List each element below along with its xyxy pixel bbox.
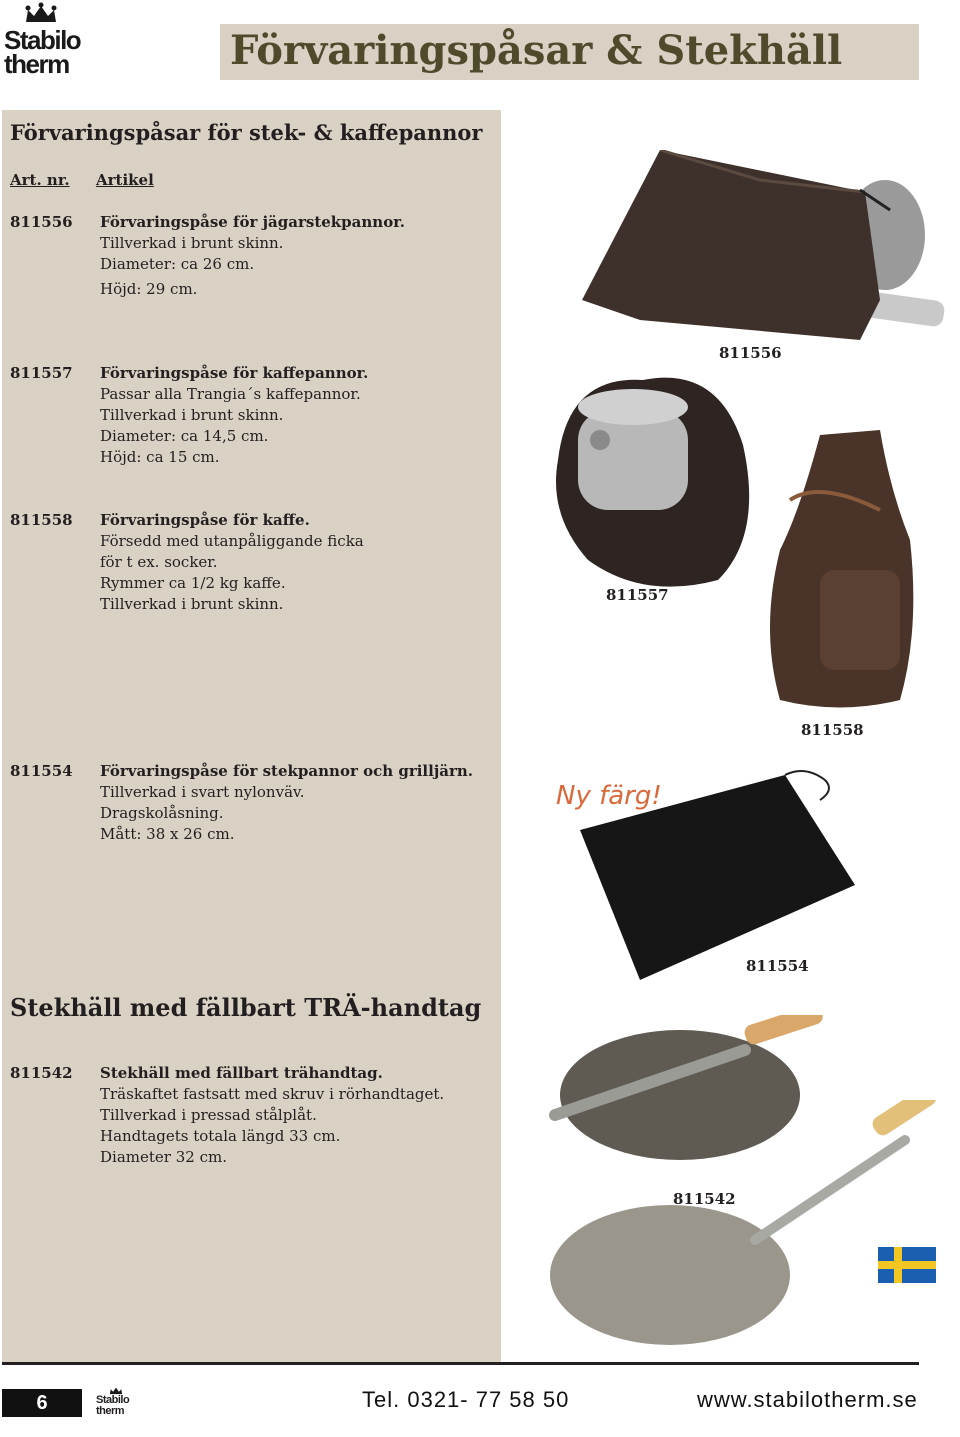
footer-phone: Tel. 0321- 77 58 50 xyxy=(362,1387,570,1412)
crown-icon xyxy=(24,2,58,24)
column-header-item: Artikel xyxy=(96,171,154,189)
page-title: Förvaringspåsar & Stekhäll xyxy=(230,27,843,74)
caption-811557: 811557 xyxy=(606,586,669,604)
art-number: 811556 xyxy=(10,213,73,231)
brand-logo xyxy=(2,2,82,82)
swedish-flag-icon xyxy=(878,1247,936,1283)
item-description: Förvaringspåse för kaffepannor. Passar alla Trangia´s kaffepannor. Tillverkad i brunt skinn. Diameter: ca 14,5 cm. Höjd: ca 15 cm. xyxy=(100,364,369,466)
product-image-811558 xyxy=(760,430,920,715)
page-number: 6 xyxy=(36,1392,48,1414)
footer-rule xyxy=(2,1362,919,1365)
caption-811556: 811556 xyxy=(719,344,782,362)
product-image-811557 xyxy=(548,365,763,595)
item-description: Förvaringspåse för kaffe. Försedd med utanpåliggande ficka för t ex. socker. Rymmer ca 1/2 kg kaffe. Tillverkad i brunt skinn. xyxy=(100,511,364,613)
brand-wordmark: Stabilo therm xyxy=(4,25,81,79)
footer-website[interactable]: www.stabilotherm.se xyxy=(697,1387,918,1412)
product-image-811556 xyxy=(560,150,960,340)
product-image-811542-open xyxy=(545,1100,950,1350)
footer-logo: Stabilo therm xyxy=(96,1386,136,1420)
section-title-griddle: Stekhäll med fällbart TRÄ-handtag xyxy=(10,993,482,1022)
art-number: 811542 xyxy=(10,1064,73,1082)
caption-811542: 811542 xyxy=(673,1190,736,1208)
art-number: 811558 xyxy=(10,511,73,529)
art-number: 811557 xyxy=(10,364,73,382)
item-description: Stekhäll med fällbart trähandtag. Träskaftet fastsatt med skruv i rörhandtaget. Tillverkad i pressad stålplåt. Handtagets totala längd 33 cm. Diameter 32 cm. xyxy=(100,1064,445,1166)
art-number: 811554 xyxy=(10,762,73,780)
column-header-art: Art. nr. xyxy=(10,171,70,189)
new-color-badge: Ny färg! xyxy=(556,781,662,811)
product-image-811554 xyxy=(575,760,860,985)
section-title-bags: Förvaringspåsar för stek- & kaffepannor xyxy=(10,120,483,145)
caption-811558: 811558 xyxy=(801,721,864,739)
item-description: Förvaringspåse för jägarstekpannor. Tillverkad i brunt skinn. Diameter: ca 26 cm. Höjd: 29 cm. xyxy=(100,213,405,298)
item-description: Förvaringspåse för stekpannor och grilljärn. Tillverkad i svart nylonväv. Dragskolåsning. Mått: 38 x 26 cm. xyxy=(100,762,474,843)
caption-811554: 811554 xyxy=(746,957,809,975)
